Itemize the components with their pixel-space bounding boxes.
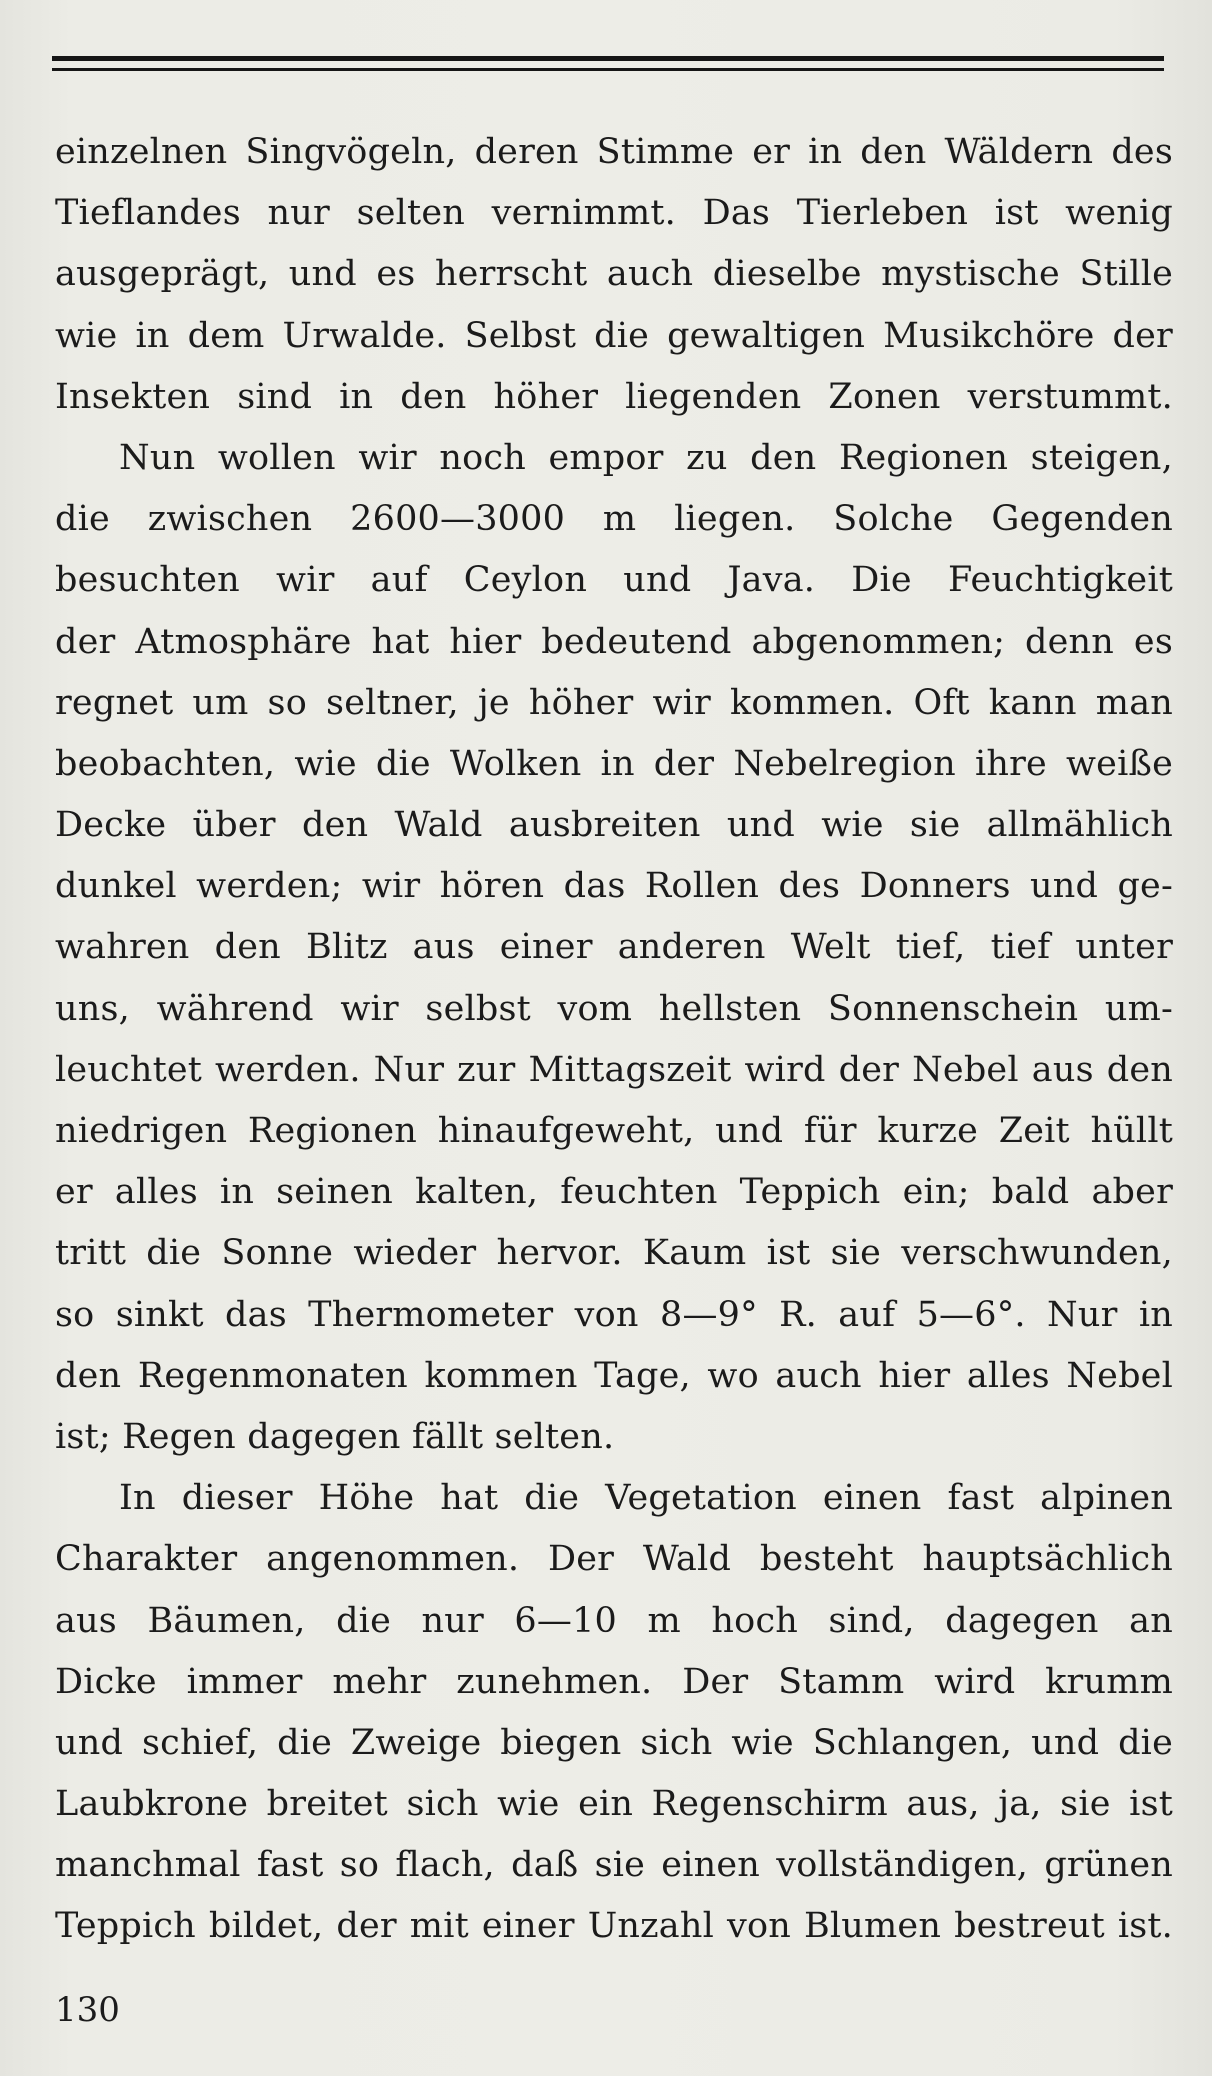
text-line: wahren den Blitz aus einer anderen Welt tief, tief unter bbox=[55, 927, 1173, 968]
text-line: so sinkt das Thermometer von 8—9° R. auf 5—6°. Nur in bbox=[55, 1294, 1173, 1335]
text-line: und schief, die Zweige biegen sich wie Schlangen, und die bbox=[55, 1722, 1173, 1763]
paragraph-last-line: ist; Regen dagegen fällt selten. bbox=[55, 1416, 615, 1457]
text-line: er alles in seinen kalten, feuchten Teppich ein; bald aber bbox=[55, 1172, 1173, 1213]
header-rule-thin bbox=[52, 68, 1164, 71]
body-text bbox=[55, 122, 1173, 1958]
text-line: uns, während wir selbst vom hellsten Sonnenschein um- bbox=[55, 988, 1173, 1029]
text-line: dunkel werden; wir hören das Rollen des Donners und ge- bbox=[55, 866, 1173, 907]
text-line: aus Bäumen, die nur 6—10 m hoch sind, dagegen an bbox=[55, 1600, 1173, 1641]
text-line: ausgeprägt, und es herrscht auch dieselbe mystische Stille bbox=[55, 254, 1173, 295]
text-line: den Regenmonaten kommen Tage, wo auch hier alles Nebel bbox=[55, 1355, 1173, 1396]
paragraph-first-line: In dieser Höhe hat die Vegetation einen fast alpinen bbox=[119, 1478, 1173, 1519]
page-number: 130 bbox=[55, 1990, 120, 2030]
text-line: Charakter angenommen. Der Wald besteht hauptsächlich bbox=[55, 1539, 1173, 1580]
text-line: wie in dem Urwalde. Selbst die gewaltigen Musikchöre der bbox=[55, 315, 1173, 356]
text-line: regnet um so seltner, je höher wir kommen. Oft kann man bbox=[55, 682, 1173, 723]
text-line: Decke über den Wald ausbreiten und wie sie allmählich bbox=[55, 805, 1173, 846]
text-line: leuchtet werden. Nur zur Mittagszeit wird der Nebel aus den bbox=[55, 1049, 1173, 1090]
text-line: niedrigen Regionen hinaufgeweht, und für kurze Zeit hüllt bbox=[55, 1111, 1173, 1151]
text-line: Dicke immer mehr zunehmen. Der Stamm wird krumm bbox=[55, 1661, 1173, 1702]
text-line: Laubkrone breitet sich wie ein Regenschirm aus, ja, sie ist bbox=[55, 1784, 1173, 1825]
text-line: beobachten, wie die Wolken in der Nebelregion ihre weiße bbox=[55, 743, 1173, 784]
text-line: die zwischen 2600—3000 m liegen. Solche Gegenden bbox=[55, 499, 1173, 540]
header-rule-thick bbox=[52, 56, 1164, 61]
text-line: besuchten wir auf Ceylon und Java. Die Feuchtigkeit bbox=[55, 560, 1173, 601]
text-line: Teppich bildet, der mit einer Unzahl von Blumen bestreut ist. bbox=[55, 1906, 1173, 1947]
text-line: manchmal fast so flach, daß sie einen vollständigen, grünen bbox=[55, 1845, 1173, 1886]
text-line: tritt die Sonne wieder hervor. Kaum ist sie verschwunden, bbox=[55, 1233, 1173, 1274]
text-line: der Atmosphäre hat hier bedeutend abgenommen; denn es bbox=[55, 621, 1173, 662]
text-line: einzelnen Singvögeln, deren Stimme er in den Wäldern des bbox=[55, 132, 1173, 172]
paragraph-first-line: Nun wollen wir noch empor zu den Regionen steigen, bbox=[119, 437, 1173, 478]
text-line: Insekten sind in den höher liegenden Zonen verstummt. bbox=[55, 376, 1173, 417]
text-line: Tieflandes nur selten vernimmt. Das Tierleben ist wenig bbox=[55, 193, 1173, 234]
